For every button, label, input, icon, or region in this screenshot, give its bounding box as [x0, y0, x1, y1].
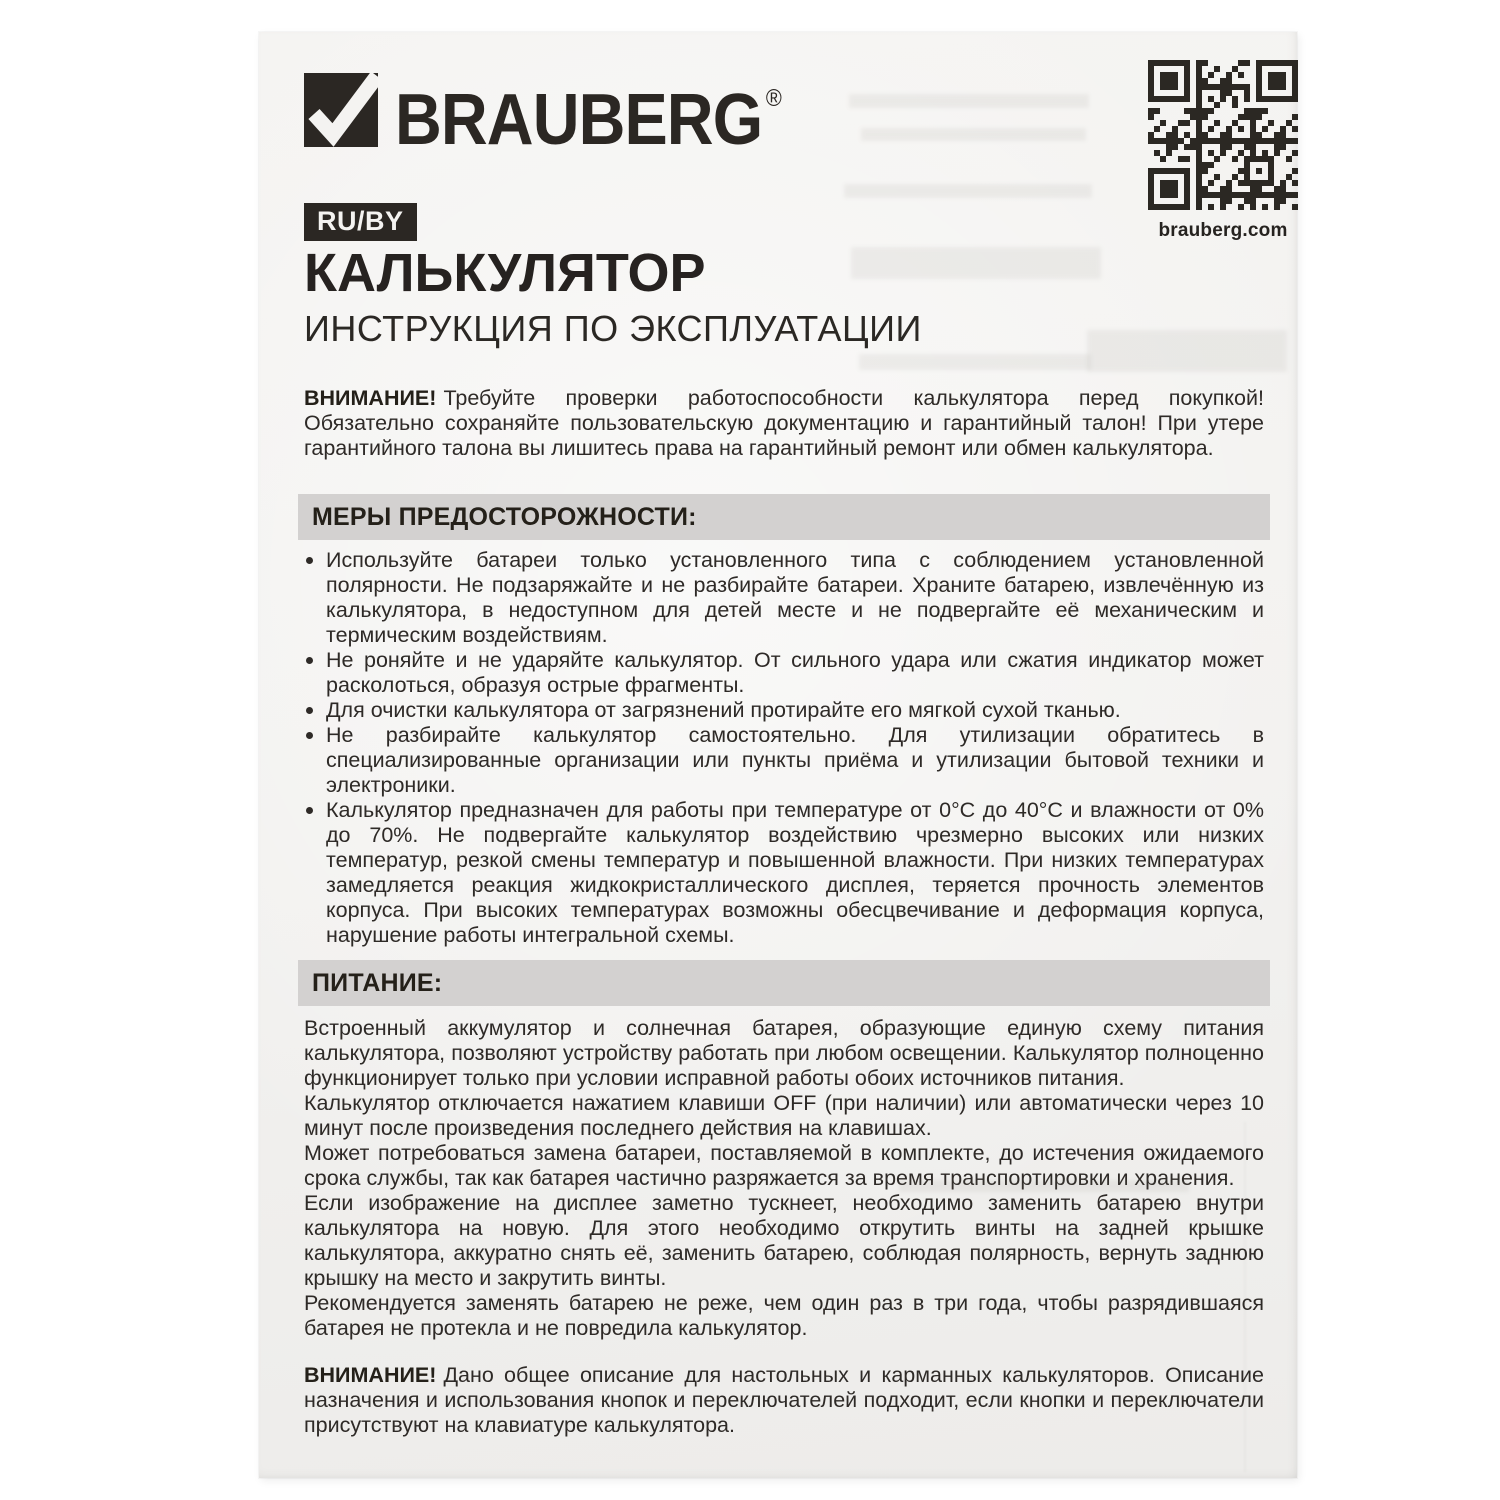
- power-section-body: [304, 1016, 1264, 1341]
- paragraph: Калькулятор отключается нажатием клавиши OFF (при наличии) или автоматически через 10 минут после произведения последнего действия на клавишах.: [304, 1091, 1264, 1140]
- page-subtitle: ИНСТРУКЦИЯ ПО ЭКСПЛУАТАЦИИ: [304, 308, 922, 349]
- paragraph: Может потребоваться замена батареи, поставляемой в комплекте, до истечения ожидаемого срока службы, так как батарея частично разряжается за время транспортировки и хранения.: [304, 1141, 1264, 1190]
- intro-warning-paragraph: [304, 386, 1264, 461]
- list-item: Не роняйте и не ударяйте калькулятор. От сильного удара или сжатия индикатор может расколоться, образуя острые фрагменты.: [304, 648, 1264, 698]
- list-item: Используйте батареи только установленного типа с соблюдением установленной полярности. Не подзаряжайте и не разбирайте батареи. Храните батарею, извлечённую из калькулятора, в недоступном для детей месте и не подвергайте её механическим и термическим воздействиям.: [304, 548, 1264, 648]
- reverse-print-ghost: [844, 184, 1092, 198]
- attention-label: ВНИМАНИЕ!: [304, 386, 437, 410]
- paragraph: Рекомендуется заменять батарею не реже, чем один раз в три года, чтобы разрядившаяся батарея не протекла и не повредила калькулятор.: [304, 1291, 1264, 1340]
- list-item: Не разбирайте калькулятор самостоятельно. Для утилизации обратитесь в специализированные организации или пункты приёма и утилизации бытовой техники и электроники.: [304, 723, 1264, 798]
- reverse-print-ghost: [859, 354, 1091, 370]
- qr-code: [1148, 60, 1298, 210]
- instruction-sheet: [259, 32, 1297, 1478]
- paragraph: Встроенный аккумулятор и солнечная батарея, образующие единую схему питания калькулятора, позволяют устройству работать при любом освещении. Калькулятор полноценно функционирует только при условии исправной работы обоих источников питания.: [304, 1016, 1264, 1090]
- brand-name: BRAUBERG ®: [395, 80, 782, 160]
- footer-warning-text: Дано общее описание для настольных и карманных калькуляторов. Описание назначения и использования кнопок и переключателей подходит, если кнопки и переключатели присутствуют на клавиатуре калькулятора.: [304, 1363, 1264, 1437]
- brauberg-checkmark-icon: [304, 73, 378, 147]
- footer-warning-paragraph: [304, 1363, 1264, 1438]
- website-url: brauberg.com: [1158, 220, 1288, 241]
- paragraph: Если изображение на дисплее заметно тускнеет, необходимо заменить батарею внутри калькулятора на новую. Для этого необходимо открутить винты на задней крышке калькулятора, аккуратно снять её, заменить батарею, соблюдая полярность, вернуть заднюю крышку на место и закрутить винты.: [304, 1191, 1264, 1290]
- section-heading-precautions: МЕРЫ ПРЕДОСТОРОЖНОСТИ:: [298, 494, 1270, 540]
- list-item: Для очистки калькулятора от загрязнений протирайте его мягкой сухой тканью.: [304, 698, 1264, 723]
- language-badge: RU/BY: [304, 203, 417, 241]
- intro-warning-text: Требуйте проверки работоспособности калькулятора перед покупкой! Обязательно сохраняйте пользовательскую документацию и гарантийный талон! При утере гарантийного талона вы лишитесь права на гарантийный ремонт или обмен калькулятора.: [304, 386, 1264, 460]
- brand-logo: [304, 62, 1264, 160]
- page-title: КАЛЬКУЛЯТОР: [304, 243, 706, 303]
- attention-label: ВНИМАНИЕ!: [304, 1363, 437, 1387]
- precautions-list: [304, 548, 1264, 948]
- qr-block: [1148, 60, 1298, 242]
- list-item: Калькулятор предназначен для работы при температуре от 0°С до 40°С и влажности от 0% до 70%. Не подвергайте калькулятор воздействию чрезмерно высоких или низких температур, резкой смены температур и повышенной влажности. При низких температурах замедляется реакция жидкокристаллического дисплея, теряется прочность элементов корпуса. При высоких температурах возможны обесцвечивание и деформация корпуса, нарушение работы интегральной схемы.: [304, 798, 1264, 948]
- section-heading-power: ПИТАНИЕ:: [298, 960, 1270, 1006]
- registered-trademark: ®: [765, 85, 782, 112]
